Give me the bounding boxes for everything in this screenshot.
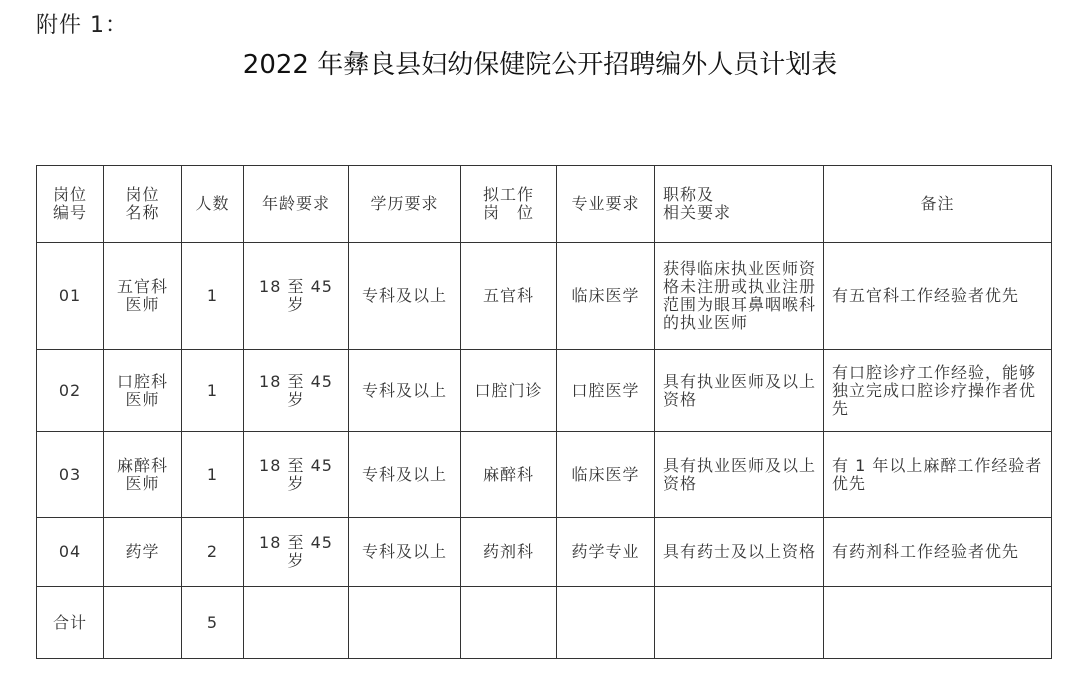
remarks-cell: 有药剂科工作经验者优先: [824, 518, 1052, 587]
header-cell: 岗位 名称: [104, 166, 182, 243]
table-header-row: [37, 166, 1052, 243]
position-name-cell: 口腔科 医师: [104, 350, 182, 432]
department-cell: 五官科: [461, 243, 557, 350]
position-number-cell: 02: [37, 350, 104, 432]
total-count-cell: 5: [182, 587, 244, 659]
header-cell: 备注: [824, 166, 1052, 243]
empty-cell: [104, 587, 182, 659]
position-number-cell: 04: [37, 518, 104, 587]
table-row: [37, 432, 1052, 518]
headcount-cell: 1: [182, 432, 244, 518]
education-cell: 专科及以上: [349, 350, 461, 432]
position-name-cell: 五官科 医师: [104, 243, 182, 350]
recruitment-plan-table: [36, 165, 1052, 659]
empty-cell: [244, 587, 349, 659]
department-cell: 口腔门诊: [461, 350, 557, 432]
remarks-cell: 有 1 年以上麻醉工作经验者优先: [824, 432, 1052, 518]
qualification-cell: 具有执业医师及以上资格: [655, 350, 824, 432]
qualification-cell: 具有药士及以上资格: [655, 518, 824, 587]
major-cell: 药学专业: [557, 518, 655, 587]
qualification-cell: 获得临床执业医师资格未注册或执业注册范围为眼耳鼻咽喉科的执业医师: [655, 243, 824, 350]
annex-label: 附件 1：: [36, 13, 128, 38]
empty-cell: [557, 587, 655, 659]
header-cell: 学历要求: [349, 166, 461, 243]
major-cell: 临床医学: [557, 243, 655, 350]
header-cell: 职称及 相关要求: [655, 166, 824, 243]
header-cell: 专业要求: [557, 166, 655, 243]
empty-cell: [461, 587, 557, 659]
age-cell: 18 至 45 岁: [244, 350, 349, 432]
education-cell: 专科及以上: [349, 243, 461, 350]
headcount-cell: 1: [182, 350, 244, 432]
qualification-cell: 具有执业医师及以上资格: [655, 432, 824, 518]
education-cell: 专科及以上: [349, 518, 461, 587]
department-cell: 麻醉科: [461, 432, 557, 518]
header-cell: 拟工作 岗 位: [461, 166, 557, 243]
major-cell: 口腔医学: [557, 350, 655, 432]
table-row: [37, 243, 1052, 350]
education-cell: 专科及以上: [349, 432, 461, 518]
empty-cell: [824, 587, 1052, 659]
table-row: [37, 350, 1052, 432]
header-cell: 人数: [182, 166, 244, 243]
major-cell: 临床医学: [557, 432, 655, 518]
age-cell: 18 至 45 岁: [244, 518, 349, 587]
remarks-cell: 有口腔诊疗工作经验，能够独立完成口腔诊疗操作者优先: [824, 350, 1052, 432]
header-cell: 年龄要求: [244, 166, 349, 243]
age-cell: 18 至 45 岁: [244, 432, 349, 518]
position-number-cell: 03: [37, 432, 104, 518]
page-title: 2022 年彝良县妇幼保健院公开招聘编外人员计划表: [242, 50, 838, 80]
headcount-cell: 1: [182, 243, 244, 350]
empty-cell: [655, 587, 824, 659]
department-cell: 药剂科: [461, 518, 557, 587]
position-name-cell: 麻醉科 医师: [104, 432, 182, 518]
empty-cell: [349, 587, 461, 659]
table-row: [37, 518, 1052, 587]
total-label-cell: 合计: [37, 587, 104, 659]
position-number-cell: 01: [37, 243, 104, 350]
position-name-cell: 药学: [104, 518, 182, 587]
headcount-cell: 2: [182, 518, 244, 587]
remarks-cell: 有五官科工作经验者优先: [824, 243, 1052, 350]
header-cell: 岗位 编号: [37, 166, 104, 243]
total-row: [37, 587, 1052, 659]
age-cell: 18 至 45 岁: [244, 243, 349, 350]
